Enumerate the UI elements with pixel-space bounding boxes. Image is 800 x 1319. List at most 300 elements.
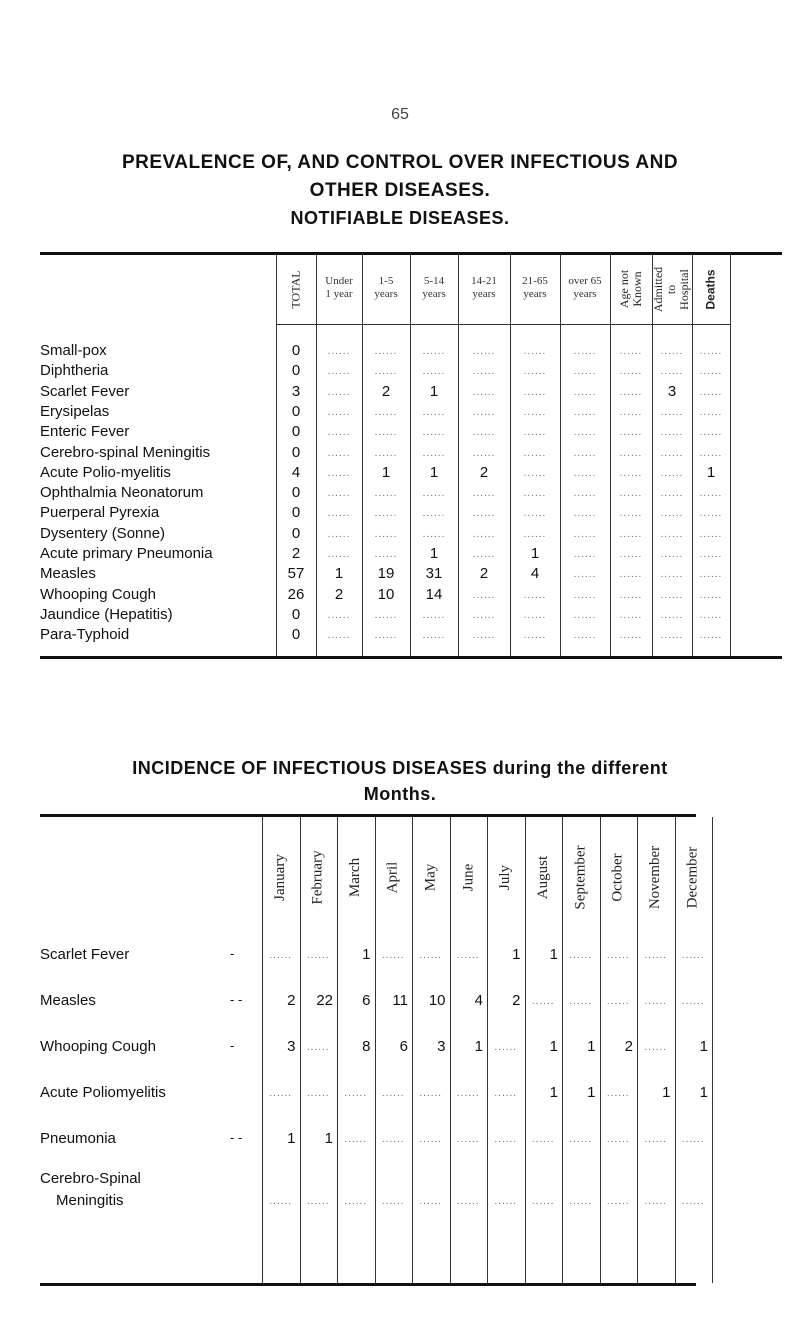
table-cell: ...... xyxy=(523,488,547,500)
table-cell: ...... xyxy=(269,1088,293,1099)
row-label-line2: Meningitis xyxy=(56,1192,124,1209)
column-header xyxy=(410,260,458,316)
header-line: over 65 xyxy=(568,275,602,287)
column-header-text xyxy=(522,275,548,301)
table-cell: ...... xyxy=(619,488,643,500)
table-cell: 1 xyxy=(530,545,540,562)
table-cell: ...... xyxy=(374,366,398,378)
notifiable-diseases-table xyxy=(40,252,782,662)
table-cell: 0 xyxy=(291,504,301,522)
table-cell: ...... xyxy=(619,427,643,439)
page-title-line1: PREVALENCE OF, AND CONTROL OVER INFECTIOUS AND xyxy=(121,152,679,173)
table-cell: ...... xyxy=(573,467,597,479)
row-label: Erysipelas xyxy=(40,402,110,420)
table-cell: ...... xyxy=(374,406,398,418)
month-header-text: May xyxy=(422,863,439,891)
table-cell: 1 xyxy=(699,1084,708,1101)
table-row xyxy=(40,1170,705,1210)
table-cell: ...... xyxy=(523,447,547,459)
table-cell: ...... xyxy=(681,1196,705,1207)
table-row xyxy=(40,342,782,363)
table-cell: ...... xyxy=(619,366,643,378)
row-label-dash: - - xyxy=(230,992,243,1007)
row-label: Jaundice (Hepatitis) xyxy=(40,605,173,623)
month-header xyxy=(262,822,300,932)
table-cell: ...... xyxy=(422,609,446,621)
table-row xyxy=(40,1084,708,1124)
table-cell: ...... xyxy=(374,427,398,439)
month-header xyxy=(562,822,600,932)
table-cell: 2 xyxy=(624,1038,633,1055)
table-cell: ...... xyxy=(660,447,684,459)
month-header xyxy=(412,822,450,932)
table-cell: 10 xyxy=(377,585,395,603)
table-cell: 1 xyxy=(549,946,558,963)
table-cell: 2 xyxy=(479,565,489,583)
month-header-text: July xyxy=(497,864,514,890)
row-label: Puerperal Pyrexia xyxy=(40,504,160,522)
month-header-text: November xyxy=(647,845,664,909)
table-cell: ...... xyxy=(422,406,446,418)
table-cell: ...... xyxy=(573,630,597,642)
table-cell: ...... xyxy=(419,1134,443,1145)
table-cell: ...... xyxy=(523,508,547,520)
table-cell: ...... xyxy=(660,528,684,540)
table-cell: ...... xyxy=(381,1196,405,1207)
table-cell: 0 xyxy=(291,605,301,623)
table-row xyxy=(40,504,782,525)
table-cell: 57 xyxy=(287,565,305,583)
column-header-text xyxy=(568,275,601,301)
column-header xyxy=(652,256,692,322)
table-row xyxy=(40,383,782,404)
table-bottom-rule xyxy=(40,656,782,659)
table-cell: ...... xyxy=(327,406,351,418)
table-top-rule xyxy=(40,814,696,817)
table-cell: ...... xyxy=(472,609,496,621)
table-cell: ...... xyxy=(327,427,351,439)
table-cell: 2 xyxy=(512,992,521,1009)
row-label-dash: - - xyxy=(230,1130,243,1145)
row-label: Ophthalmia Neonatorum xyxy=(40,484,204,502)
table-cell: ...... xyxy=(523,467,547,479)
row-label: Dysentery (Sonne) xyxy=(40,524,166,542)
table-cell: ...... xyxy=(660,366,684,378)
table-cell: ...... xyxy=(644,1134,668,1145)
table-cell: 1 xyxy=(362,946,371,963)
table-cell: ...... xyxy=(472,346,496,357)
table-cell: ...... xyxy=(681,1134,705,1145)
table-cell: ...... xyxy=(573,427,597,439)
table-cell: 2 xyxy=(334,585,344,603)
month-header xyxy=(600,822,638,932)
table-cell: ...... xyxy=(573,549,597,560)
table-cell: ...... xyxy=(699,630,723,642)
table-cell: 2 xyxy=(381,382,391,400)
table-cell: ...... xyxy=(660,549,684,560)
row-label: Acute Polio-myelitis xyxy=(40,463,171,481)
table-cell: ...... xyxy=(472,366,496,378)
table-cell: ...... xyxy=(472,386,496,398)
table-row xyxy=(40,444,782,465)
table-cell: 19 xyxy=(377,565,395,583)
table-cell: ...... xyxy=(573,528,597,540)
table-cell: ...... xyxy=(619,630,643,642)
table-cell: 0 xyxy=(291,423,301,441)
column-header-text xyxy=(653,266,692,311)
month-header-text: December xyxy=(684,846,701,908)
table-cell: ...... xyxy=(381,950,405,961)
table-cell: ...... xyxy=(531,996,555,1007)
header-line: years xyxy=(374,288,398,300)
table-cell: ...... xyxy=(422,366,446,378)
month-header-text: March xyxy=(347,857,364,897)
table-cell: 1 xyxy=(324,1130,333,1147)
table-cell: 10 xyxy=(428,992,446,1009)
month-header xyxy=(525,822,563,932)
table-cell: ...... xyxy=(472,447,496,459)
table-cell: 4 xyxy=(530,565,540,583)
table-cell: ...... xyxy=(327,528,351,540)
table-cell: ...... xyxy=(573,569,597,581)
table-cell: ...... xyxy=(699,528,723,540)
table-cell: ...... xyxy=(472,406,496,418)
table-cell: 3 xyxy=(667,382,677,400)
table-cell: ...... xyxy=(573,508,597,520)
table-row xyxy=(40,586,782,607)
table-cell: ...... xyxy=(606,950,630,961)
table-cell: ...... xyxy=(619,508,643,520)
header-line: 14-21 xyxy=(471,275,497,287)
row-label: Whooping Cough xyxy=(40,585,156,603)
table-cell: ...... xyxy=(374,447,398,459)
table-cell: ...... xyxy=(573,366,597,378)
table-cell: ...... xyxy=(472,630,496,642)
table-cell: 26 xyxy=(287,585,305,603)
month-header xyxy=(300,822,338,932)
table-cell: ...... xyxy=(374,609,398,621)
table-cell: ...... xyxy=(699,427,723,439)
table-cell: 1 xyxy=(699,1038,708,1055)
row-label: Enteric Fever xyxy=(40,423,130,441)
table-cell: 1 xyxy=(429,463,439,481)
header-line: 1-5 xyxy=(378,275,394,287)
table-cell: ...... xyxy=(606,1134,630,1145)
table-cell: ...... xyxy=(523,528,547,540)
table-cell: ...... xyxy=(531,1134,555,1145)
table-cell: 1 xyxy=(429,382,439,400)
table-cell: 3 xyxy=(437,1038,446,1055)
column-header-text xyxy=(471,275,497,301)
table-cell: ...... xyxy=(306,1042,330,1053)
table-row xyxy=(40,464,782,485)
table-cell: 4 xyxy=(291,463,301,481)
table-cell: ...... xyxy=(573,488,597,500)
table-cell: 1 xyxy=(429,545,439,562)
table-cell: 1 xyxy=(706,463,716,481)
column-header xyxy=(560,260,610,316)
table-cell: ...... xyxy=(699,447,723,459)
month-header-text: August xyxy=(534,855,551,899)
table-cell: ...... xyxy=(660,508,684,520)
header-line: years xyxy=(573,288,597,300)
column-header-text xyxy=(422,275,445,301)
row-label: Small-pox xyxy=(40,342,107,359)
table-cell: ...... xyxy=(456,950,480,961)
table-row xyxy=(40,565,782,586)
month-header xyxy=(637,822,675,932)
table-cell: ...... xyxy=(660,467,684,479)
column-header-text xyxy=(325,275,353,301)
table-cell: ...... xyxy=(523,366,547,378)
table-row xyxy=(40,606,782,627)
table-cell: 1 xyxy=(549,1084,558,1101)
table-cell: ...... xyxy=(644,1196,668,1207)
table-cell: ...... xyxy=(422,630,446,642)
table-cell: ...... xyxy=(327,447,351,459)
table-cell: ...... xyxy=(422,346,446,357)
table-cell: 1 xyxy=(549,1038,558,1055)
table-cell: ...... xyxy=(422,508,446,520)
table-cell: ...... xyxy=(523,589,547,601)
table-cell: ...... xyxy=(573,447,597,459)
table-cell: ...... xyxy=(344,1196,368,1207)
month-header-text: June xyxy=(459,863,476,891)
table-cell: ...... xyxy=(523,406,547,418)
table-cell: ...... xyxy=(327,346,351,357)
table-cell: 3 xyxy=(287,1038,296,1055)
table-cell: ...... xyxy=(344,1088,368,1099)
table-cell: ...... xyxy=(374,528,398,540)
table-cell: ...... xyxy=(523,346,547,357)
table-cell: ...... xyxy=(327,630,351,642)
table-cell: 4 xyxy=(474,992,483,1009)
header-line: 21-65 xyxy=(522,275,548,287)
table-cell: ...... xyxy=(327,366,351,378)
table-cell: ...... xyxy=(619,609,643,621)
table-cell: ...... xyxy=(699,406,723,418)
month-header-text: September xyxy=(572,844,589,910)
table-cell: ...... xyxy=(569,1134,593,1145)
table-cell: ...... xyxy=(699,346,723,357)
table-cell: ...... xyxy=(306,950,330,961)
table-row xyxy=(40,403,782,424)
table-cell: ...... xyxy=(619,406,643,418)
table-cell: ...... xyxy=(419,950,443,961)
table-cell: ...... xyxy=(573,346,597,357)
row-label: Scarlet Fever xyxy=(40,382,130,400)
header-line: Deaths xyxy=(703,268,718,310)
table-cell: ...... xyxy=(619,467,643,479)
table-cell: 1 xyxy=(474,1038,483,1055)
table-cell: 0 xyxy=(291,402,301,420)
monthly-incidence-table xyxy=(40,814,708,1294)
table-row xyxy=(40,946,705,986)
row-label: Cerebro-Spinal xyxy=(40,1170,141,1187)
table-cell: ...... xyxy=(619,549,643,560)
page-subtitle: NOTIFIABLE DISEASES. xyxy=(290,208,510,228)
table-cell: ...... xyxy=(472,549,496,560)
table-cell: ...... xyxy=(523,386,547,398)
column-header xyxy=(692,256,730,322)
table-cell: ...... xyxy=(569,1196,593,1207)
table-cell: ...... xyxy=(619,589,643,601)
month-header xyxy=(337,822,375,932)
table-row xyxy=(40,626,782,647)
table-cell: ...... xyxy=(606,1196,630,1207)
table-cell: 0 xyxy=(291,362,301,380)
table-cell: ...... xyxy=(660,427,684,439)
table-cell: ...... xyxy=(494,1196,518,1207)
table-cell: ...... xyxy=(456,1196,480,1207)
table-cell: ...... xyxy=(523,630,547,642)
table-cell: ...... xyxy=(269,950,293,961)
table-row xyxy=(40,1130,705,1170)
table-row xyxy=(40,525,782,546)
table-cell: ...... xyxy=(374,630,398,642)
page-title-line2: OTHER DISEASES. xyxy=(309,180,491,201)
table-cell: 0 xyxy=(291,524,301,542)
table-cell: 1 xyxy=(587,1084,596,1101)
month-header-text: April xyxy=(384,861,401,893)
table-cell: 22 xyxy=(316,992,333,1009)
table-cell: ...... xyxy=(472,528,496,540)
header-line: TOTAL xyxy=(288,269,303,309)
column-header xyxy=(510,260,560,316)
table-cell: ...... xyxy=(619,528,643,540)
page-number: 65 xyxy=(391,106,409,123)
table-cell: ...... xyxy=(306,1196,330,1207)
table-cell: ...... xyxy=(619,346,643,357)
table-cell: ...... xyxy=(660,406,684,418)
table-cell: ...... xyxy=(327,488,351,500)
table-cell: 2 xyxy=(291,545,301,562)
table-cell: ...... xyxy=(327,508,351,520)
table-cell: ...... xyxy=(523,609,547,621)
table-cell: ...... xyxy=(573,609,597,621)
table-cell: ...... xyxy=(699,488,723,500)
header-line: years xyxy=(523,288,547,300)
table-cell: ...... xyxy=(523,427,547,439)
table-cell: 0 xyxy=(291,626,301,644)
table-cell: ...... xyxy=(327,609,351,621)
row-label: Measles xyxy=(40,565,96,583)
table-cell: 0 xyxy=(291,443,301,461)
column-header-text xyxy=(618,270,644,308)
table-cell: 1 xyxy=(662,1084,671,1101)
table-cell: ...... xyxy=(619,569,643,581)
table-cell: ...... xyxy=(269,1196,293,1207)
table-cell: 1 xyxy=(587,1038,596,1055)
table-cell: ...... xyxy=(644,1042,668,1053)
table-cell: ...... xyxy=(619,447,643,459)
column-header-text xyxy=(290,270,303,308)
table-cell: ...... xyxy=(660,630,684,642)
table-cell: 11 xyxy=(392,992,408,1009)
month-header-text: February xyxy=(309,849,326,905)
table-cell: ...... xyxy=(472,427,496,439)
table-cell: ...... xyxy=(606,1088,630,1099)
month-header xyxy=(487,822,525,932)
header-rule xyxy=(276,324,730,325)
header-line: Admitted xyxy=(651,266,666,312)
column-header xyxy=(458,260,510,316)
table-cell: ...... xyxy=(422,528,446,540)
table-cell: 3 xyxy=(291,382,301,400)
table-cell: ...... xyxy=(327,386,351,398)
column-header xyxy=(362,260,410,316)
table-cell: ...... xyxy=(456,1088,480,1099)
table-cell: ...... xyxy=(422,447,446,459)
table-cell: ...... xyxy=(573,386,597,398)
table-cell: ...... xyxy=(327,549,351,560)
column-rule xyxy=(712,817,713,1283)
row-label: Acute primary Pneumonia xyxy=(40,545,213,562)
table-cell: ...... xyxy=(644,950,668,961)
table-cell: ...... xyxy=(419,1196,443,1207)
month-header xyxy=(675,822,713,932)
header-line: Under xyxy=(325,275,353,287)
column-header xyxy=(316,260,362,316)
table-cell: 1 xyxy=(381,463,391,481)
table-cell: ...... xyxy=(660,346,684,357)
table-cell: ...... xyxy=(569,950,593,961)
table-cell: ...... xyxy=(660,589,684,601)
month-header xyxy=(375,822,413,932)
column-header-text xyxy=(705,269,718,309)
table-cell: 0 xyxy=(291,342,301,359)
table-cell: ...... xyxy=(699,508,723,520)
table-cell: 6 xyxy=(399,1038,408,1055)
table-cell: 2 xyxy=(287,992,296,1009)
table-cell: ...... xyxy=(422,427,446,439)
table-cell: 1 xyxy=(334,565,344,583)
table-cell: ...... xyxy=(381,1088,405,1099)
table-row xyxy=(40,484,782,505)
row-label: Para-Typhoid xyxy=(40,626,130,644)
month-header xyxy=(450,822,488,932)
table-cell: 0 xyxy=(291,484,301,502)
table-cell: 14 xyxy=(425,585,443,603)
header-line: to xyxy=(664,284,679,294)
table-cell: ...... xyxy=(699,609,723,621)
table-cell: 6 xyxy=(362,992,371,1009)
table-row xyxy=(40,423,782,444)
table-cell: ...... xyxy=(494,1088,518,1099)
table-cell: 1 xyxy=(512,946,521,963)
table-cell: ...... xyxy=(374,508,398,520)
table-cell: ...... xyxy=(472,488,496,500)
table-cell: 31 xyxy=(425,565,443,583)
table-cell: ...... xyxy=(699,366,723,378)
table-cell: ...... xyxy=(422,488,446,500)
table-cell: ...... xyxy=(374,549,398,560)
table-cell: ...... xyxy=(660,488,684,500)
header-line: Hospital xyxy=(677,268,692,310)
table-cell: ...... xyxy=(573,589,597,601)
header-line: 5-14 xyxy=(423,275,445,287)
table-cell: 1 xyxy=(287,1130,296,1147)
table-cell: ...... xyxy=(456,1134,480,1145)
table-cell: ...... xyxy=(344,1134,368,1145)
row-label: Scarlet Fever xyxy=(40,946,130,963)
column-header xyxy=(276,256,316,322)
table-cell: ...... xyxy=(681,996,705,1007)
table-bottom-rule xyxy=(40,1283,696,1286)
table-cell: ...... xyxy=(699,589,723,601)
table-cell: ...... xyxy=(306,1088,330,1099)
table-cell: ...... xyxy=(681,950,705,961)
